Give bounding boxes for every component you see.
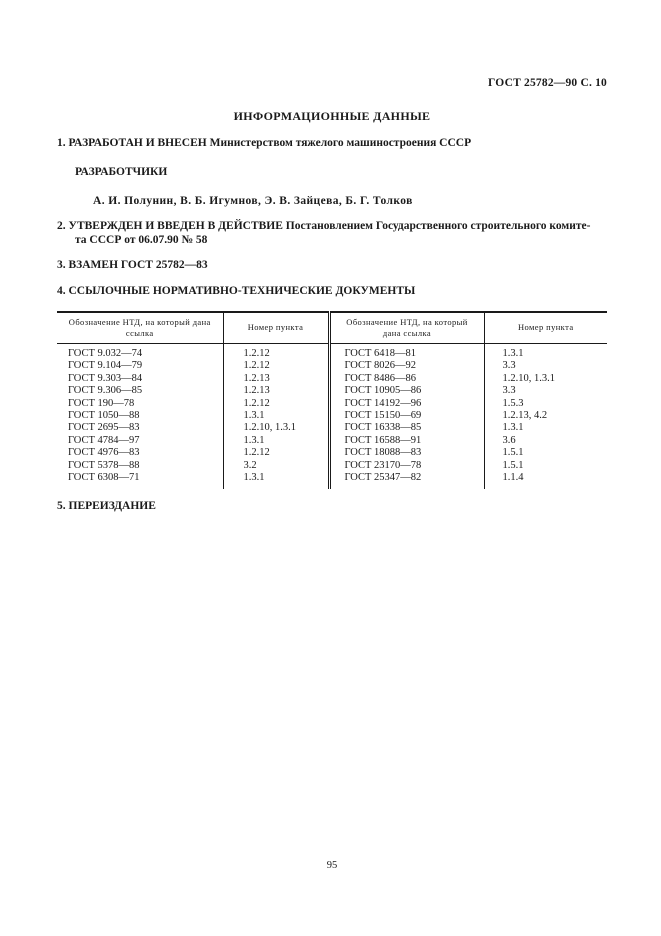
table-row [57, 435, 607, 447]
section-1-developed-by: 1. РАЗРАБОТАН И ВНЕСЕН Министерством тяжелого машиностроения СССР [57, 137, 472, 149]
clause-number-cell: 1.2.10, 1.3.1 [502, 372, 555, 384]
section-2-line2: та СССР от 06.07.90 № 58 [75, 233, 208, 246]
ntd-designation-cell: ГОСТ 9.303—84 [57, 373, 223, 385]
ntd-designation-cell: ГОСТ 9.104—79 [57, 360, 223, 372]
ntd-designation-cell: ГОСТ 15150—69 [329, 410, 484, 422]
table-row [57, 422, 607, 434]
clause-number-cell: 1.3.1 [223, 435, 329, 447]
clause-number-cell: 3.6 [502, 434, 516, 446]
clause-number-cell: 1.3.1 [502, 422, 524, 434]
doc-header: ГОСТ 25782—90 С. 10 [488, 77, 607, 89]
clause-number-cell: 1.3.1 [223, 410, 329, 422]
clause-number-cell: 3.3 [502, 385, 516, 397]
clause-number-cell: 1.5.1 [502, 459, 524, 471]
ntd-designation-cell: ГОСТ 1050—88 [57, 410, 223, 422]
ntd-designation-cell: ГОСТ 18088—83 [329, 447, 484, 459]
clause-number-cell: 3.3 [502, 360, 516, 372]
clause-number-cell: 1.2.13 [223, 373, 329, 385]
ntd-designation-cell: ГОСТ 4976—83 [57, 447, 223, 459]
clause-number-cell: 1.2.12 [223, 447, 329, 459]
clause-number-cell: 1.3.1 [502, 348, 524, 359]
ntd-designation-cell: ГОСТ 16338—85 [329, 422, 484, 434]
ntd-table-header [57, 312, 607, 344]
section-5-republication: 5. ПЕРЕИЗДАНИЕ [57, 500, 156, 512]
clause-number-cell: 1.2.12 [223, 344, 329, 361]
ntd-designation-cell: ГОСТ 6418—81 [329, 344, 484, 361]
clause-number-cell: 1.5.1 [502, 447, 524, 459]
reference-documents-table [57, 311, 607, 489]
table-row [57, 410, 607, 422]
header-clause-number-right: Номер пункта [484, 312, 607, 344]
developers-label: РАЗРАБОТЧИКИ [75, 166, 168, 178]
table-row [57, 344, 607, 361]
ntd-designation-cell: ГОСТ 23170—78 [329, 460, 484, 472]
ntd-designation-cell: ГОСТ 6308—71 [57, 472, 223, 489]
ntd-table-body [57, 344, 607, 490]
ntd-table [57, 311, 607, 489]
ntd-designation-cell: ГОСТ 9.306—85 [57, 385, 223, 397]
clause-number-cell: 1.2.12 [223, 360, 329, 372]
table-header-row [57, 312, 607, 344]
header-clause-number-left: Номер пункта [223, 312, 329, 344]
clause-number-cell: 1.2.12 [223, 398, 329, 410]
section-3-replaces: 3. ВЗАМЕН ГОСТ 25782—83 [57, 259, 208, 271]
section-2-approved [57, 220, 613, 247]
ntd-designation-cell: ГОСТ 9.032—74 [57, 344, 223, 361]
header-ntd-designation-left: Обозначение НТД, на который дана ссылка [57, 312, 223, 344]
clause-number-cell: 1.5.3 [502, 397, 524, 409]
header-ntd-designation-right: Обозначение НТД, на который дана ссылка [329, 312, 484, 344]
clause-number-cell: 1.2.13 [223, 385, 329, 397]
ntd-designation-cell: ГОСТ 16588—91 [329, 435, 484, 447]
table-row [57, 360, 607, 372]
ntd-designation-cell: ГОСТ 10905—86 [329, 385, 484, 397]
section-4-reference-documents: 4. ССЫЛОЧНЫЕ НОРМАТИВНО-ТЕХНИЧЕСКИЕ ДОКУМЕНТЫ [57, 285, 416, 297]
clause-number-cell: 1.3.1 [223, 472, 329, 489]
clause-number-cell: 1.2.13, 4.2 [502, 410, 548, 422]
ntd-designation-cell: ГОСТ 8026—92 [329, 360, 484, 372]
page-title: ИНФОРМАЦИОННЫЕ ДАННЫЕ [233, 109, 431, 123]
ntd-designation-cell: ГОСТ 25347—82 [329, 472, 484, 489]
table-row [57, 385, 607, 397]
page-number: 95 [326, 860, 338, 871]
table-row [57, 373, 607, 385]
developers-names: А. И. Полунин, В. Б. Игумнов, Э. В. Зайцева, Б. Г. Толков [93, 195, 413, 207]
section-2-line1: 2. УТВЕРЖДЕН И ВВЕДЕН В ДЕЙСТВИЕ Постановлением Государственного строительного комите- [57, 220, 591, 232]
ntd-designation-cell: ГОСТ 8486—86 [329, 373, 484, 385]
table-row [57, 447, 607, 459]
ntd-designation-cell: ГОСТ 190—78 [57, 398, 223, 410]
table-row [57, 460, 607, 472]
clause-number-cell: 1.1.4 [502, 472, 524, 484]
clause-number-cell: 1.2.10, 1.3.1 [223, 422, 329, 434]
ntd-designation-cell: ГОСТ 14192—96 [329, 398, 484, 410]
table-row [57, 472, 607, 489]
table-row [57, 398, 607, 410]
ntd-designation-cell: ГОСТ 4784—97 [57, 435, 223, 447]
ntd-designation-cell: ГОСТ 2695—83 [57, 422, 223, 434]
ntd-designation-cell: ГОСТ 5378—88 [57, 460, 223, 472]
clause-number-cell: 3.2 [223, 460, 329, 472]
